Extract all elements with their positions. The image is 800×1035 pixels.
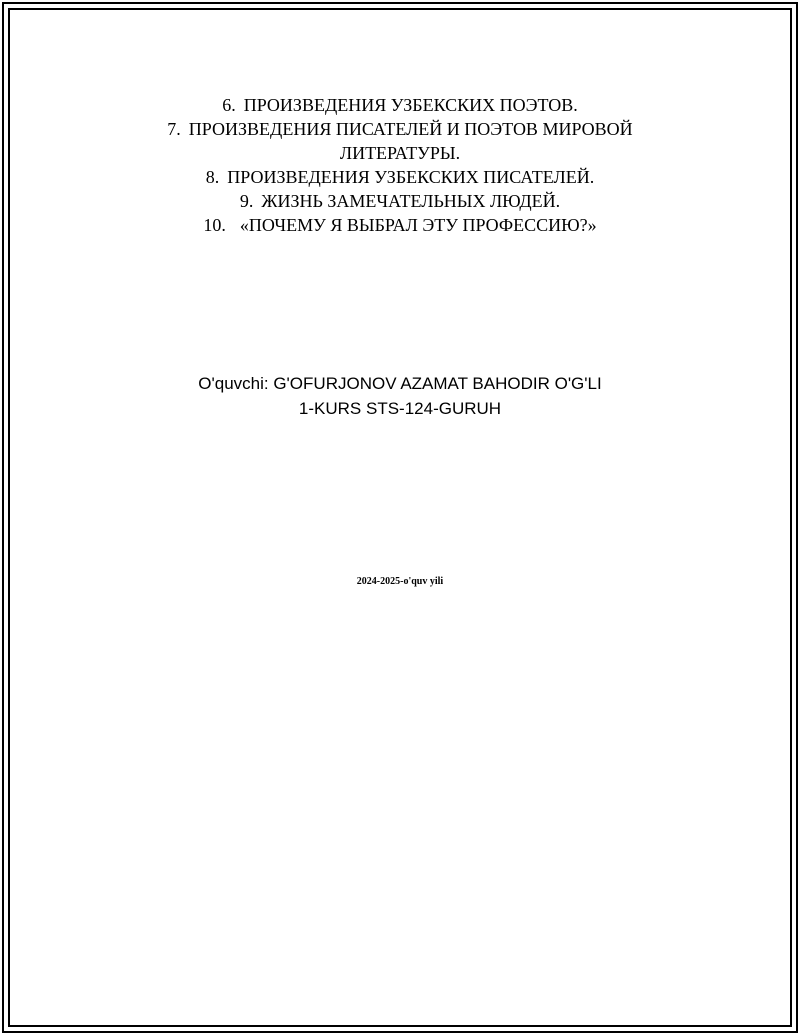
- topic-text: ПРОИЗВЕДЕНИЯ УЗБЕКСКИХ ПОЭТОВ.: [243, 95, 578, 115]
- topic-item: [0, 93, 800, 117]
- topic-number: 9.: [239, 191, 254, 211]
- topic-number: 10.: [203, 215, 226, 235]
- topic-item: [0, 117, 800, 141]
- topic-text: ЖИЗНЬ ЗАМЕЧАТЕЛЬНЫХ ЛЮДЕЙ.: [261, 191, 561, 211]
- student-info: [0, 371, 800, 421]
- topic-number: 6.: [222, 95, 236, 115]
- topic-text: ПРОИЗВЕДЕНИЯ УЗБЕКСКИХ ПИСАТЕЛЕЙ.: [227, 167, 595, 187]
- topic-item-continuation: [0, 141, 800, 165]
- academic-year: 2024-2025-o'quv yili: [356, 576, 444, 587]
- topic-text: «ПОЧЕМУ Я ВЫБРАЛ ЭТУ ПРОФЕССИЮ?»: [239, 215, 597, 235]
- topic-item: [0, 165, 800, 189]
- topic-list: [0, 93, 800, 237]
- topic-item: [0, 189, 800, 213]
- student-name: O'quvchi: G'OFURJONOV AZAMAT BAHODIR O'G'LI: [198, 374, 602, 393]
- topic-number: 8.: [205, 167, 220, 187]
- topic-text-continuation: ЛИТЕРАТУРЫ.: [339, 143, 461, 163]
- topic-number: 7.: [167, 119, 181, 139]
- student-group: 1-KURS STS-124-GURUH: [298, 399, 502, 418]
- topic-text: ПРОИЗВЕДЕНИЯ ПИСАТЕЛЕЙ И ПОЭТОВ МИРОВОЙ: [188, 119, 633, 139]
- topic-item: [0, 213, 800, 237]
